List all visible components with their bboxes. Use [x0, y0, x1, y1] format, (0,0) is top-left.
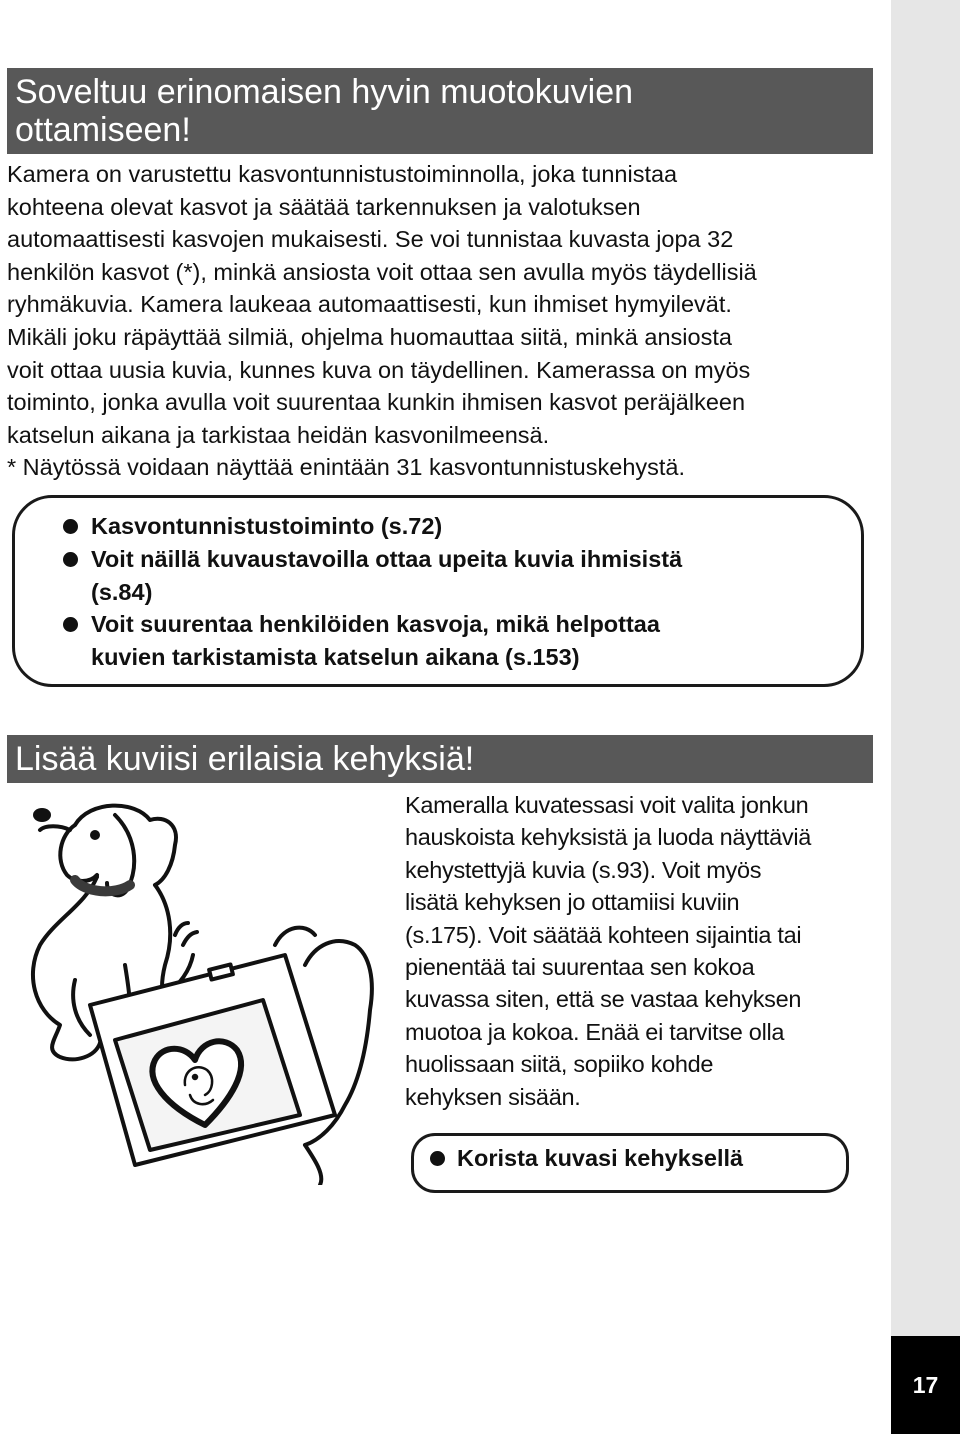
- bullet-icon: [63, 617, 78, 632]
- footnote-line: * Näytössä voidaan näyttää enintään 31 kasvontunnistuskehystä.: [7, 454, 686, 481]
- reference-portrait-modes[interactable]: [91, 543, 682, 609]
- section-heading-frames: [7, 735, 873, 783]
- portraits-body-text: [7, 158, 887, 484]
- heading-line: Lisää kuviisi erilaisia kehyksiä!: [15, 740, 475, 778]
- body-line: Mikäli joku räpäyttää silmiä, ohjelma huomauttaa siitä, minkä ansiosta: [7, 323, 732, 350]
- body-line: automaattisesti kasvojen mukaisesti. Se voi tunnistaa kuvasta jopa 32: [7, 226, 734, 253]
- body-line: kehyksen sisään.: [405, 1083, 581, 1110]
- body-line: kehystettyjä kuvia (s.93). Voit myös: [405, 856, 762, 883]
- reference-line: (s.84): [91, 579, 153, 605]
- body-line: Kamera on varustettu kasvontunnistustoiminnolla, joka tunnistaa: [7, 161, 678, 187]
- reference-line: Kasvontunnistustoiminto (s.72): [91, 513, 443, 539]
- page-number: 17: [891, 1336, 960, 1434]
- reference-line: Voit suurentaa henkilöiden kasvoja, mikä helpottaa: [91, 611, 660, 637]
- body-line: (s.175). Voit säätää kohteen sijaintia tai: [405, 921, 802, 948]
- reference-face-zoom[interactable]: [91, 608, 660, 674]
- body-line: pienentää tai suurentaa sen kokoa: [405, 954, 755, 981]
- bullet-icon: [430, 1151, 445, 1166]
- body-line: toiminto, jonka avulla voit suurentaa kunkin ihmisen kasvot peräjälkeen: [7, 389, 746, 416]
- body-line: lisätä kehyksen jo ottamiisi kuviin: [405, 889, 740, 916]
- reference-line: Voit näillä kuvaustavoilla ottaa upeita kuvia ihmisistä: [91, 546, 683, 572]
- heading-line-1: Soveltuu erinomaisen hyvin muotokuvien: [15, 73, 634, 111]
- body-line: katselun aikana ja tarkistaa heidän kasvonilmeensä.: [7, 421, 550, 448]
- section-heading-portraits: [7, 68, 873, 154]
- body-line: Kameralla kuvatessasi voit valita jonkun: [405, 792, 809, 818]
- body-line: voit ottaa uusia kuvia, kunnes kuva on täydellinen. Kamerassa on myös: [7, 356, 751, 383]
- body-line: kohteena olevat kasvot ja säätää tarkennuksen ja valotuksen: [7, 193, 641, 220]
- body-line: muotoa ja kokoa. Enää ei tarvitse olla: [405, 1018, 785, 1045]
- heading-line-2: ottamiseen!: [15, 111, 191, 149]
- reference-line: Korista kuvasi kehyksellä: [457, 1145, 744, 1171]
- body-line: henkilön kasvot (*), minkä ansiosta voit ottaa sen avulla myös täydellisiä: [7, 258, 757, 285]
- frames-body-text: [405, 789, 883, 1113]
- body-line: hauskoista kehyksistä ja luoda näyttäviä: [405, 824, 812, 851]
- body-line: ryhmäkuvia. Kamera laukeaa automaattisesti, kun ihmiset hymyilevät.: [7, 291, 732, 318]
- reference-line: kuvien tarkistamista katselun aikana (s.153): [91, 644, 580, 670]
- bullet-icon: [63, 552, 78, 567]
- dog-camera-illustration: [15, 795, 395, 1185]
- reference-face-detection[interactable]: [91, 510, 442, 543]
- bullet-icon: [63, 519, 78, 534]
- body-line: huolissaan siitä, sopiiko kohde: [405, 1051, 714, 1078]
- side-margin-strip: [891, 0, 960, 1434]
- reference-decorate-frame[interactable]: [457, 1142, 743, 1175]
- body-line: kuvassa siten, että se vastaa kehyksen: [405, 986, 802, 1013]
